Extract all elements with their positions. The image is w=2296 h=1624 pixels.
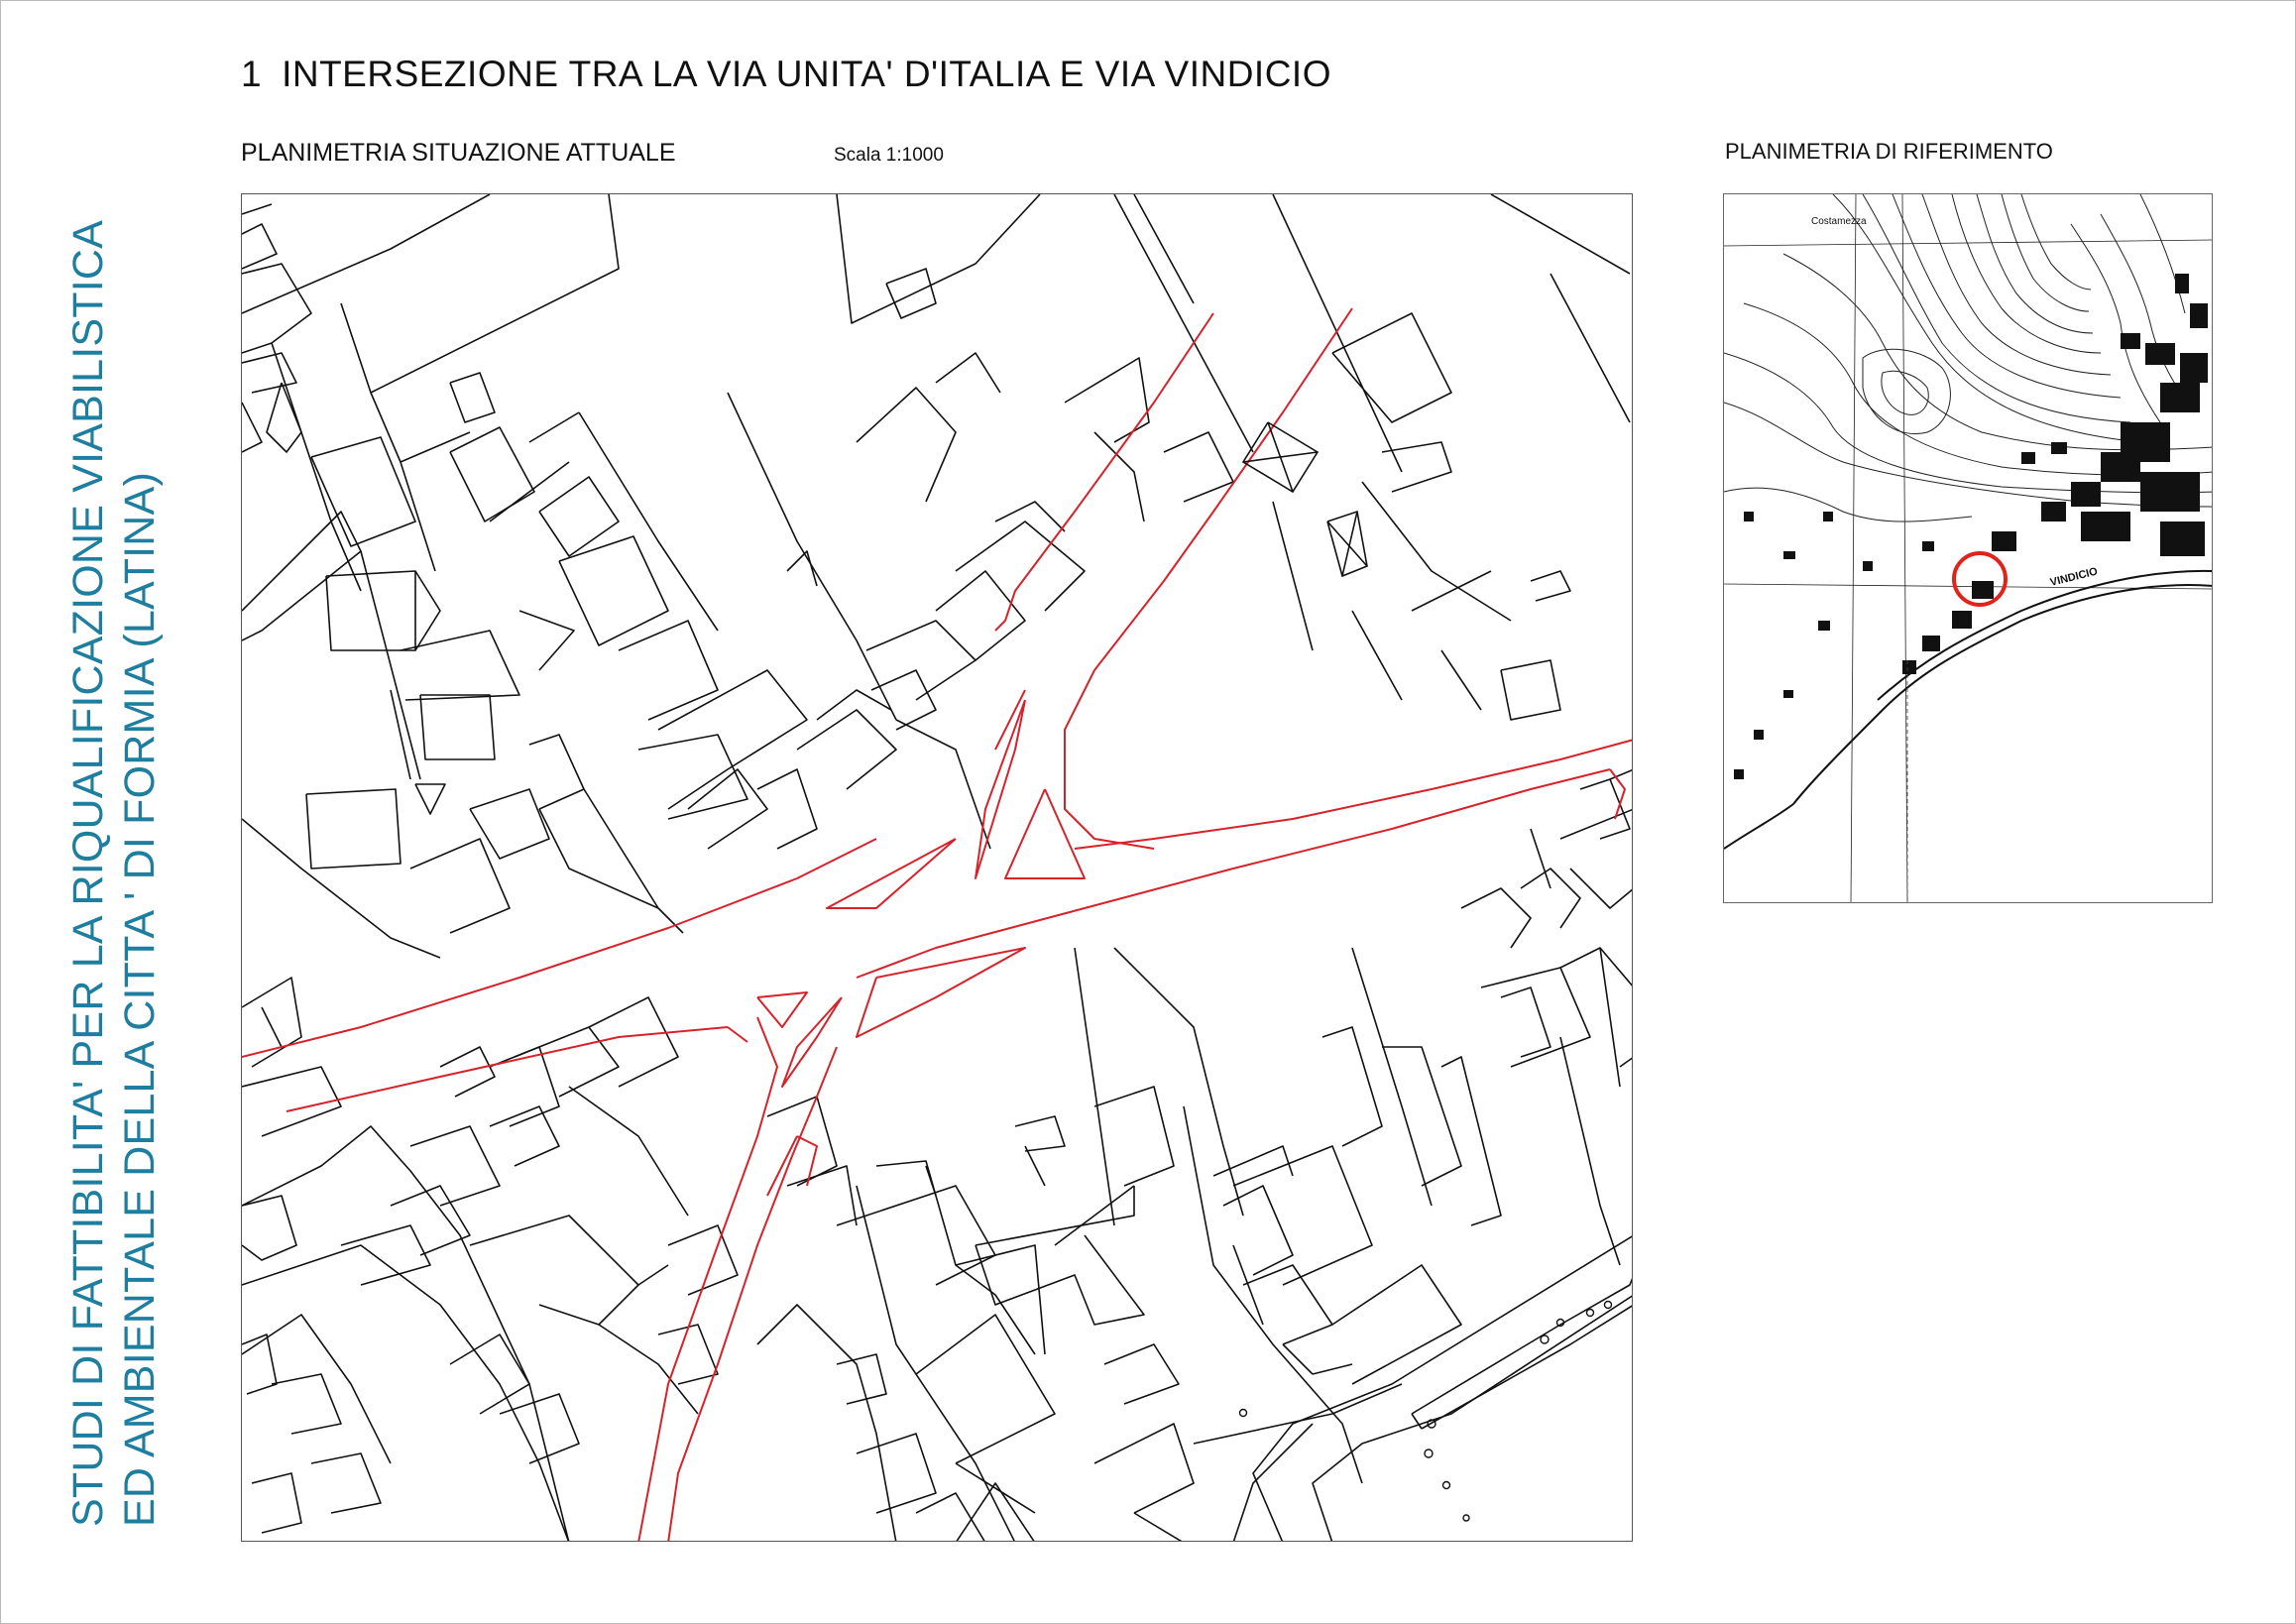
vertical-title-line2: ED AMBIENTALE DELLA CITTA ' DI FORMIA (LATINA): [116, 472, 164, 1527]
sheet-title: [241, 54, 1331, 95]
reference-plan-subtitle: PLANIMETRIA DI RIFERIMENTO: [1725, 139, 2053, 164]
grid-lines: [1724, 194, 2213, 903]
place-label-vindicio: VINDICIO: [2048, 565, 2100, 589]
road-edges-red: [242, 308, 1633, 1542]
scale-label: Scala 1:1000: [834, 145, 944, 166]
crossed-boxes: [1243, 422, 1367, 576]
vertical-project-title: [62, 220, 166, 1527]
cadastral-lines: [242, 194, 1633, 1542]
place-label-costamezza: Costamezza: [1811, 216, 1867, 227]
reference-plan: [1723, 193, 2213, 903]
plan-drawing: [242, 194, 1633, 1542]
title-text: INTERSEZIONE TRA LA VIA UNITA' D'ITALIA E VIA VINDICIO: [282, 54, 1331, 94]
reference-plan-drawing: [1724, 194, 2213, 903]
vertical-title-line1: STUDI DI FATTIBILITA' PER LA RIQUALIFICAZIONE VIABILISTICA: [64, 219, 112, 1527]
current-plan-subtitle: PLANIMETRIA SITUAZIONE ATTUALE: [241, 139, 676, 167]
urban-blocks: [1734, 274, 2208, 779]
title-number: 1: [241, 54, 263, 94]
current-situation-plan: [241, 193, 1633, 1542]
bollards: [1240, 1302, 1612, 1522]
